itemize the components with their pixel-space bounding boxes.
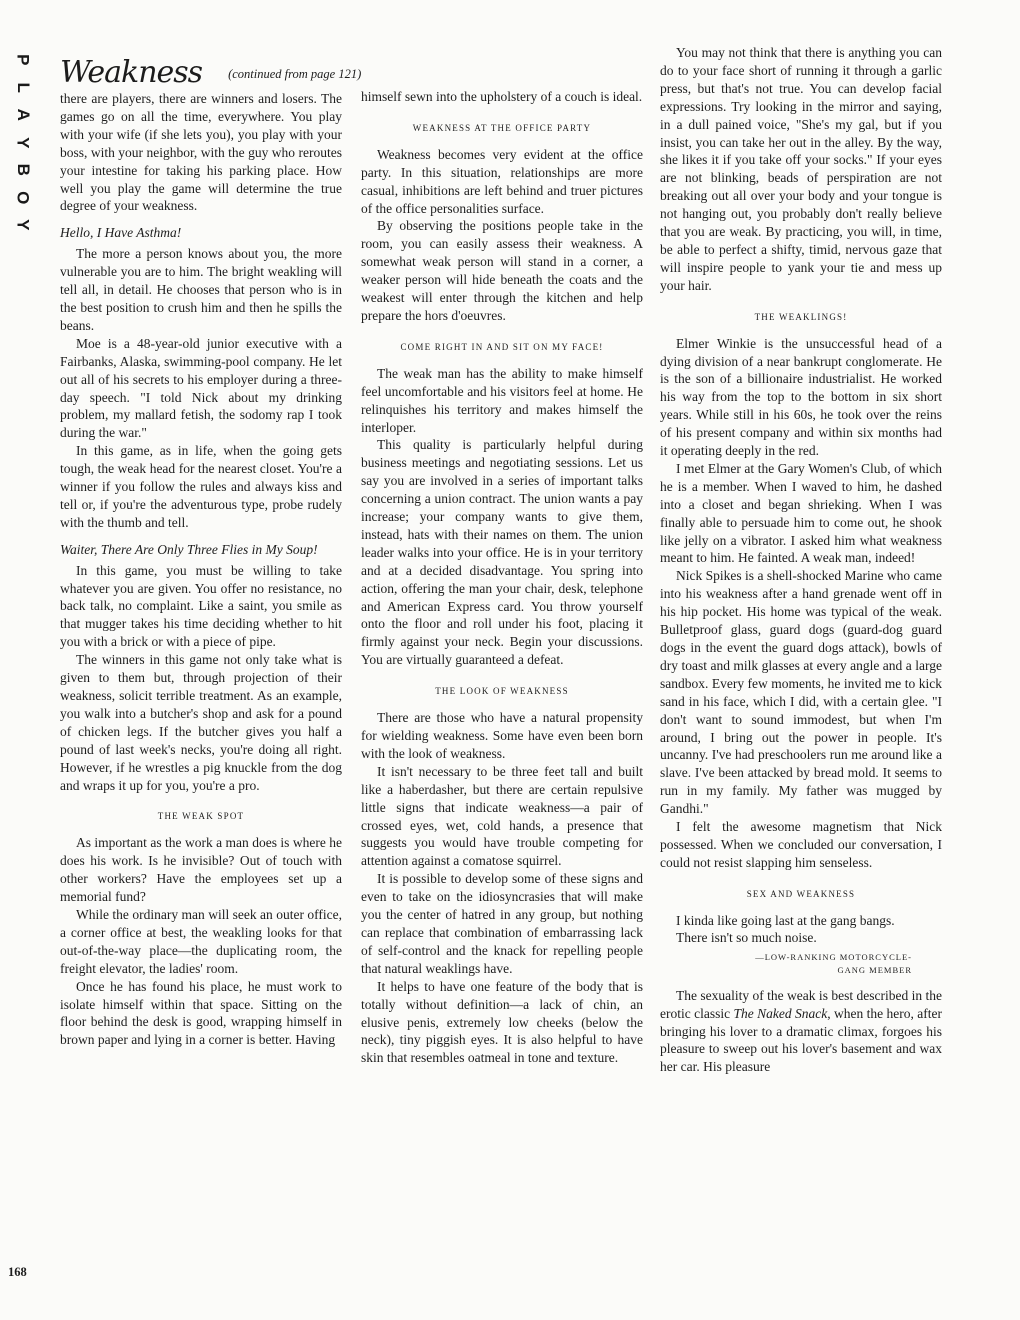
paragraph: While the ordinary man will seek an outer office, a corner office at best, the weakling looks for that out-of-the-way place—the duplicating room, the freight elevator, the ladies' room. — [60, 906, 342, 976]
paragraph: In this game, you must be willing to take whatever you are given. You offer no resistance, no back talk, no complaint. Like a saint, you smile as that mugger takes his time deciding whether to hit you with a brick or with a piece of pipe. — [60, 562, 342, 650]
subheading: Waiter, There Are Only Three Flies in My Soup! — [60, 541, 318, 557]
quote-attribution — [676, 951, 926, 977]
page-number: 168 — [8, 1265, 27, 1279]
section-heading: THE LOOK OF WEAKNESS — [435, 686, 569, 697]
quote-text: I kinda like going last at the gang bangs. There isn't so much noise. — [676, 912, 895, 946]
paragraph: In this game, as in life, when the going gets tough, the weak head for the nearest closet. You're a winner if you follow the rules and always kiss and tell or, if you're the adventurous type, probe rudely with the thumb and tell. — [60, 443, 342, 530]
article-title-line — [60, 52, 420, 88]
epigraph-quote — [660, 912, 942, 977]
paragraph: Weakness becomes very evident at the office party. In this situation, relationships are more casual, inhibitions are left behind and truer pictures of the office personalities surface. — [361, 146, 643, 216]
paragraph: As important as the work a man does is where he does his work. Is he invisible? Out of touch with other workers? Have the employees set up a memorial fund? — [60, 835, 342, 905]
paragraph: There are those who have a natural propensity for wielding weakness. Some have even been born with the look of weakness. — [361, 710, 643, 761]
brand-letter: O — [13, 190, 33, 204]
paragraph: himself sewn into the upholstery of a couch is ideal. — [361, 89, 643, 104]
paragraph: Elmer Winkie is the unsuccessful head of a dying division of a near bankrupt conglomerate. He is the son of a billionaire industrialist. He worked his way from the top to the bottom in six short years. While still in his 60s, he took over the reins of his present company and within six months had it operating deeply in the red. — [660, 335, 942, 459]
paragraph: You may not think that there is anything you can do to your face short of running it through a garlic press, but that's not true. You can develop facial expressions. Try looking in the mirror and saying, in a dull pained voice, "She's my gal, but if you insist, you can take her out in the alley. By the way, she likes it if you take off your socks." If your eyes are not blinking, beads of perspiration are not breaking out all over your body and your tongue is not hanging out, you probably don't really believe that you are weak. By practicing, you will, in time, be able to perfect a shifty, timid, nervous gaze that will inspire people to yank your tie and mess up your hair. — [660, 45, 942, 293]
continued-note: (continued from page 121) — [228, 67, 362, 81]
paragraph: It is possible to develop some of these signs and even to take on the idiosyncrasies that will make you the center of hatred in any group, but nothing can replace that combination of embarrassing lack of self-control and the knack for repelling people that natural weaklings have. — [361, 871, 643, 976]
section-heading: SEX AND WEAKNESS — [746, 888, 856, 899]
column-1 — [60, 90, 342, 1049]
paragraph — [660, 987, 942, 1077]
paragraph: Nick Spikes is a shell-shocked Marine who came into his weakness after a hand grenade went off in his hip pocket. His home was typical of the weak. Bulletproof glass, guard dogs (guard-dog guard dogs in the event the guard dogs attack), bowls of dry toast and milk glasses at every angle and a large sandbox. Every few moments, he invited me to kick sand in his face, which I did, with a certain glee. "I don't want to sound immodest, but when I'm around, I bring out the power in people. It's uncanny. I've had preschoolers run me around like a slave. I've been attacked by bread mold. It seems to run in my family. My father was mugged by Gandhi." — [660, 568, 942, 817]
book-title: The Naked Snack — [733, 1005, 828, 1021]
brand-letter: P — [13, 54, 33, 66]
column-3 — [660, 44, 942, 1076]
paragraph: It helps to have one feature of the body that is totally without definition—a lack of chin, an elusive penis, extremely low cheeks (below the neck), tiny piggish eyes. It is also helpful to have skin that resembles oatmeal in tone and texture. — [361, 978, 643, 1066]
brand-letter: A — [13, 108, 33, 121]
brand-letter: Y — [13, 136, 33, 148]
section-heading: THE WEAK SPOT — [157, 811, 245, 822]
paragraph: It isn't necessary to be three feet tall and built like a haberdasher, but there are certain repulsive little signs that indicate weakness—a pair of crossed eyes, wet, cold hands, a presence that suggests you would have trouble competing for attention against a comatose squirrel. — [361, 763, 643, 869]
section-heading: WEAKNESS AT THE OFFICE PARTY — [412, 122, 592, 133]
paragraph: I felt the awesome magnetism that Nick possessed. When we concluded our conversation, I could not resist slapping him senseless. — [660, 819, 942, 870]
text-run: , when the hero, after bringing his lover to a dramatic climax, forgoes his pleasure to sweep out his lover's basement and wax her car. His pleasure — [660, 1005, 942, 1075]
column-2 — [361, 88, 643, 1067]
brand-letter: Y — [13, 219, 33, 231]
section-heading: COME RIGHT IN AND SIT ON MY FACE! — [400, 341, 604, 352]
section-heading: THE WEAKLINGS! — [754, 311, 848, 322]
subheading: Hello, I Have Asthma! — [60, 225, 182, 241]
paragraph: The weak man has the ability to make himself feel uncomfortable and his visitors feel at home. He relinquishes his territory and makes himself the interloper. — [361, 365, 643, 435]
paragraph: Once he has found his place, he must work to isolate himself within that space. Sitting on the floor behind the desk is good, wrapping himself in brown paper and lying in a corner is better. Having — [60, 978, 342, 1048]
attribution-line: GANG MEMBER — [837, 964, 912, 975]
attribution-line: —LOW-RANKING MOTORCYCLE- — [755, 951, 912, 962]
brand-letter: L — [13, 82, 33, 93]
paragraph: I met Elmer at the Gary Women's Club, of which he is a member. When I waved to him, he dashed into a closet and began shrieking. When I was finally able to persuade him to come out, he shook like jelly on a vibrator. I asked him what weakness meant to him. He fainted. A weak man, indeed! — [660, 460, 942, 566]
paragraph: Moe is a 48-year-old junior executive with a Fairbanks, Alaska, swimming-pool company. He let out all of his secrets to his employer during a three-day speech. "I told Nick about my drinking problem, my mallard fetish, the sodomy rap I took during the war." — [60, 335, 342, 441]
article-title: Weakness — [60, 55, 203, 90]
text-run: The sexuality of the weak is best described in the erotic classic — [660, 987, 942, 1021]
paragraph: The more a person knows about you, the more vulnerable you are to him. The bright weakling will tell all, in detail. He chooses that person who is in the best position to crush him and then he spills the beans. — [60, 246, 342, 333]
paragraph: there are players, there are winners and losers. The games go on all the time, everywhere. You play with your wife (if she lets you), you play with your boss, with your neighbor, with the guy who reroutes your intestine for taking his parking place. How well you play the game will determine the true degree of your weakness. — [60, 91, 342, 214]
paragraph: The winners in this game not only take what is given to them but, through projection of their weakness, solicit terrible treatment. As an example, you walk into a butcher's shop and ask for a pound of chicken legs. If the butcher gives you half a pound of last week's necks, you're doing all right. However, if he wrestles a pig knuckle from the dog and wraps it up for you, you're a pro. — [60, 652, 342, 793]
brand-letter: B — [13, 163, 33, 176]
magazine-brand-vertical — [8, 46, 38, 239]
paragraph: By observing the positions people take in the room, you can easily assess their weakness. A somewhat weak person will stand in a corner, a weaker person will hide beneath the coats and the weakest will enter through the kitchen and help prepare the hors d'oeuvres. — [361, 218, 643, 323]
paragraph: This quality is particularly helpful during business meetings and negotiating sessions. Let us say you are involved in a series of important talks concerning a union contract. The union wants a pay increase; your company wants to give them, instead, hats with their names on them. The union leader walks into your office. He is in your territory and at a decided disadvantage. You spring into action, offering the man your chair, desk, telephone and American Express card. You throw yourself onto the floor and roll under his foot, placing it firmly against your neck. Begin your discussions. You are virtually guaranteed a defeat. — [361, 437, 643, 668]
